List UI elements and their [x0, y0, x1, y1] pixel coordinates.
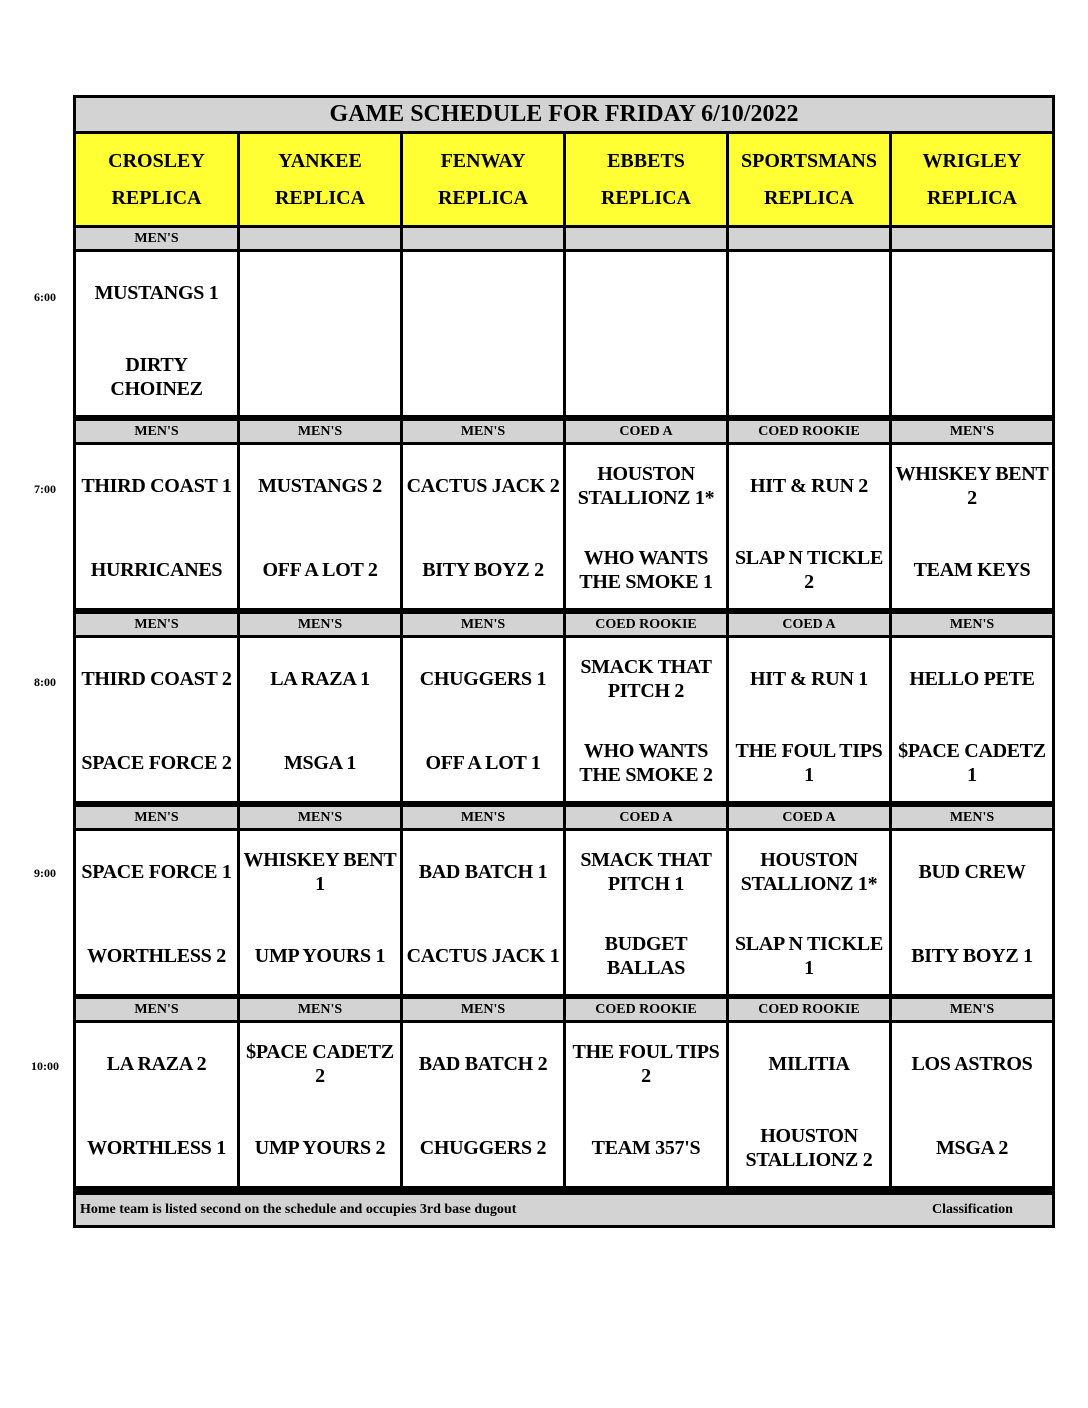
classification-cell: MEN'S	[76, 999, 237, 1020]
classification-cell: COED A	[566, 421, 726, 442]
game-cell	[729, 252, 889, 415]
away-team	[894, 268, 1050, 318]
away-team: HELLO PETE	[909, 668, 1035, 690]
field-name: CROSLEY	[108, 149, 205, 172]
classification-cell: MEN'S	[76, 614, 237, 635]
game-cell	[892, 638, 1052, 801]
classification-cell	[729, 228, 889, 249]
away-team: CACTUS JACK 2	[406, 475, 560, 497]
classification-row	[76, 228, 1052, 249]
home-team: TEAM 357'S	[591, 1137, 701, 1159]
away-team: MILITIA	[768, 1053, 850, 1075]
game-cell	[729, 1023, 889, 1186]
classification-cell: MEN'S	[892, 807, 1052, 828]
game-row	[76, 252, 1052, 415]
classification-cell: MEN'S	[403, 614, 563, 635]
classification-cell	[403, 228, 563, 249]
classification-cell: MEN'S	[403, 421, 563, 442]
classification-cell: COED A	[729, 614, 889, 635]
game-cell	[892, 445, 1052, 608]
away-team: LA RAZA 1	[270, 668, 370, 690]
game-cell	[403, 445, 563, 608]
away-team: SPACE FORCE 1	[81, 861, 232, 883]
away-team: HIT & RUN 2	[749, 475, 868, 497]
classification-cell: COED ROOKIE	[729, 421, 889, 442]
game-cell	[892, 252, 1052, 415]
away-team: BAD BATCH 2	[418, 1053, 548, 1075]
home-team: MSGA 2	[935, 1137, 1009, 1159]
home-team	[405, 352, 561, 402]
field-name: SPORTSMANS	[741, 149, 877, 172]
game-row	[76, 831, 1052, 994]
classification-cell: MEN'S	[76, 421, 237, 442]
classification-cell: COED A	[729, 807, 889, 828]
field-sub: REPLICA	[274, 186, 365, 209]
field-name: WRIGLEY	[922, 149, 1022, 172]
classification-cell: COED ROOKIE	[729, 999, 889, 1020]
classification-row	[76, 421, 1052, 442]
away-team	[242, 268, 398, 318]
classification-cell: MEN'S	[403, 999, 563, 1020]
game-row	[76, 445, 1052, 608]
classification-cell: MEN'S	[403, 807, 563, 828]
away-team: SMACK THAT PITCH 1	[580, 849, 712, 895]
game-cell	[76, 252, 237, 415]
away-team	[405, 268, 561, 318]
away-team: LOS ASTROS	[911, 1053, 1033, 1075]
away-team: THE FOUL TIPS 2	[572, 1041, 720, 1087]
classification-cell: MEN'S	[892, 421, 1052, 442]
footer-row	[76, 1195, 1052, 1225]
home-team: THE FOUL TIPS 1	[735, 740, 883, 786]
away-team	[731, 268, 887, 318]
away-team: LA RAZA 2	[106, 1053, 207, 1075]
field-header-yankee	[240, 134, 400, 225]
time-label-800: 8:00	[34, 675, 56, 689]
game-cell	[403, 252, 563, 415]
field-sub: REPLICA	[763, 186, 854, 209]
game-cell	[240, 252, 400, 415]
home-team: OFF A LOT 2	[262, 559, 378, 581]
game-cell	[566, 445, 726, 608]
classification-row	[76, 614, 1052, 635]
home-team: OFF A LOT 1	[425, 752, 541, 774]
away-team: $PACE CADETZ 2	[246, 1041, 394, 1087]
field-sub: REPLICA	[926, 186, 1017, 209]
away-team: MUSTANGS 2	[258, 475, 382, 497]
away-team: HIT & RUN 1	[749, 668, 868, 690]
home-team: UMP YOURS 2	[254, 1137, 386, 1159]
time-label-700: 7:00	[34, 482, 56, 496]
home-team: CHUGGERS 2	[419, 1137, 547, 1159]
home-team: BUDGET BALLAS	[604, 933, 688, 979]
home-team-note: Home team is listed second on the schedule and occupies 3rd base dugout	[80, 1202, 517, 1217]
classification-cell	[892, 228, 1052, 249]
field-header-sportsmans	[729, 134, 889, 225]
classification-cell: COED A	[566, 807, 726, 828]
home-team: WORTHLESS 2	[87, 945, 226, 967]
home-team: TEAM KEYS	[913, 559, 1031, 581]
classification-cell: COED ROOKIE	[566, 999, 726, 1020]
field-sub: REPLICA	[600, 186, 691, 209]
home-team: HURRICANES	[90, 559, 223, 581]
classification-cell: COED ROOKIE	[566, 614, 726, 635]
classification-legend: Classification	[932, 1202, 1013, 1217]
game-cell	[240, 638, 400, 801]
home-team: WORTHLESS 1	[87, 1137, 226, 1159]
away-team: WHISKEY BENT 2	[895, 463, 1049, 509]
field-header-wrigley	[892, 134, 1052, 225]
field-header-fenway	[403, 134, 563, 225]
classification-row	[76, 807, 1052, 828]
game-cell	[566, 1023, 726, 1186]
away-team: MUSTANGS 1	[94, 282, 219, 304]
field-header-row	[76, 134, 1052, 225]
away-team: BUD CREW	[918, 861, 1026, 883]
time-label-600: 6:00	[34, 290, 56, 304]
home-team	[894, 352, 1050, 402]
game-row	[76, 638, 1052, 801]
home-team: CACTUS JACK 1	[406, 945, 560, 967]
game-cell	[240, 445, 400, 608]
home-team: BITY BOYZ 1	[911, 945, 1033, 967]
classification-row	[76, 999, 1052, 1020]
schedule-table	[73, 95, 1055, 1228]
classification-cell: MEN'S	[76, 807, 237, 828]
classification-cell	[240, 228, 400, 249]
time-label-900: 9:00	[34, 866, 56, 880]
classification-cell: MEN'S	[240, 807, 400, 828]
game-cell	[566, 831, 726, 994]
away-team: CHUGGERS 1	[419, 668, 547, 690]
home-team: WHO WANTS THE SMOKE 2	[579, 740, 713, 786]
classification-cell: MEN'S	[892, 999, 1052, 1020]
field-name: FENWAY	[440, 149, 526, 172]
game-cell	[403, 1023, 563, 1186]
field-sub: REPLICA	[437, 186, 528, 209]
home-team: SLAP N TICKLE 1	[734, 933, 883, 979]
home-team	[731, 352, 887, 402]
classification-cell: MEN'S	[892, 614, 1052, 635]
field-sub: REPLICA	[111, 186, 202, 209]
away-team: THIRD COAST 2	[81, 668, 232, 690]
away-team: WHISKEY BENT 1	[243, 849, 397, 895]
home-team	[242, 352, 398, 402]
game-cell	[76, 638, 237, 801]
time-label-1000: 10:00	[31, 1059, 59, 1073]
home-team: MSGA 1	[283, 752, 357, 774]
game-cell	[729, 638, 889, 801]
classification-cell	[566, 228, 726, 249]
game-cell	[76, 445, 237, 608]
away-team: HOUSTON STALLIONZ 1*	[577, 463, 715, 509]
game-cell	[892, 1023, 1052, 1186]
home-team: HOUSTON STALLIONZ 2	[745, 1125, 873, 1171]
home-team: WHO WANTS THE SMOKE 1	[579, 547, 713, 593]
classification-cell: MEN'S	[240, 614, 400, 635]
home-team: SLAP N TICKLE 2	[734, 547, 883, 593]
away-team: HOUSTON STALLIONZ 1*	[740, 849, 878, 895]
game-row	[76, 1023, 1052, 1186]
game-cell	[240, 831, 400, 994]
game-cell	[403, 831, 563, 994]
schedule-title: GAME SCHEDULE FOR FRIDAY 6/10/2022	[76, 98, 1052, 131]
classification-cell: MEN'S	[240, 421, 400, 442]
game-cell	[892, 831, 1052, 994]
away-team: BAD BATCH 1	[418, 861, 548, 883]
field-header-ebbets	[566, 134, 726, 225]
game-cell	[729, 831, 889, 994]
home-team	[568, 352, 724, 402]
classification-cell: MEN'S	[76, 228, 237, 249]
field-name: YANKEE	[278, 149, 362, 172]
home-team: UMP YOURS 1	[254, 945, 386, 967]
home-team: SPACE FORCE 2	[81, 752, 232, 774]
classification-cell: MEN'S	[240, 999, 400, 1020]
game-cell	[403, 638, 563, 801]
home-team: $PACE CADETZ 1	[898, 740, 1046, 786]
game-cell	[566, 638, 726, 801]
away-team: SMACK THAT PITCH 2	[580, 656, 712, 702]
field-header-crosley	[76, 134, 237, 225]
game-cell	[76, 1023, 237, 1186]
away-team: THIRD COAST 1	[81, 475, 232, 497]
game-cell	[240, 1023, 400, 1186]
field-name: EBBETS	[607, 149, 685, 172]
home-team: DIRTY CHOINEZ	[110, 354, 203, 400]
game-cell	[566, 252, 726, 415]
game-cell	[76, 831, 237, 994]
home-team: BITY BOYZ 2	[422, 559, 544, 581]
game-cell	[729, 445, 889, 608]
away-team	[568, 268, 724, 318]
